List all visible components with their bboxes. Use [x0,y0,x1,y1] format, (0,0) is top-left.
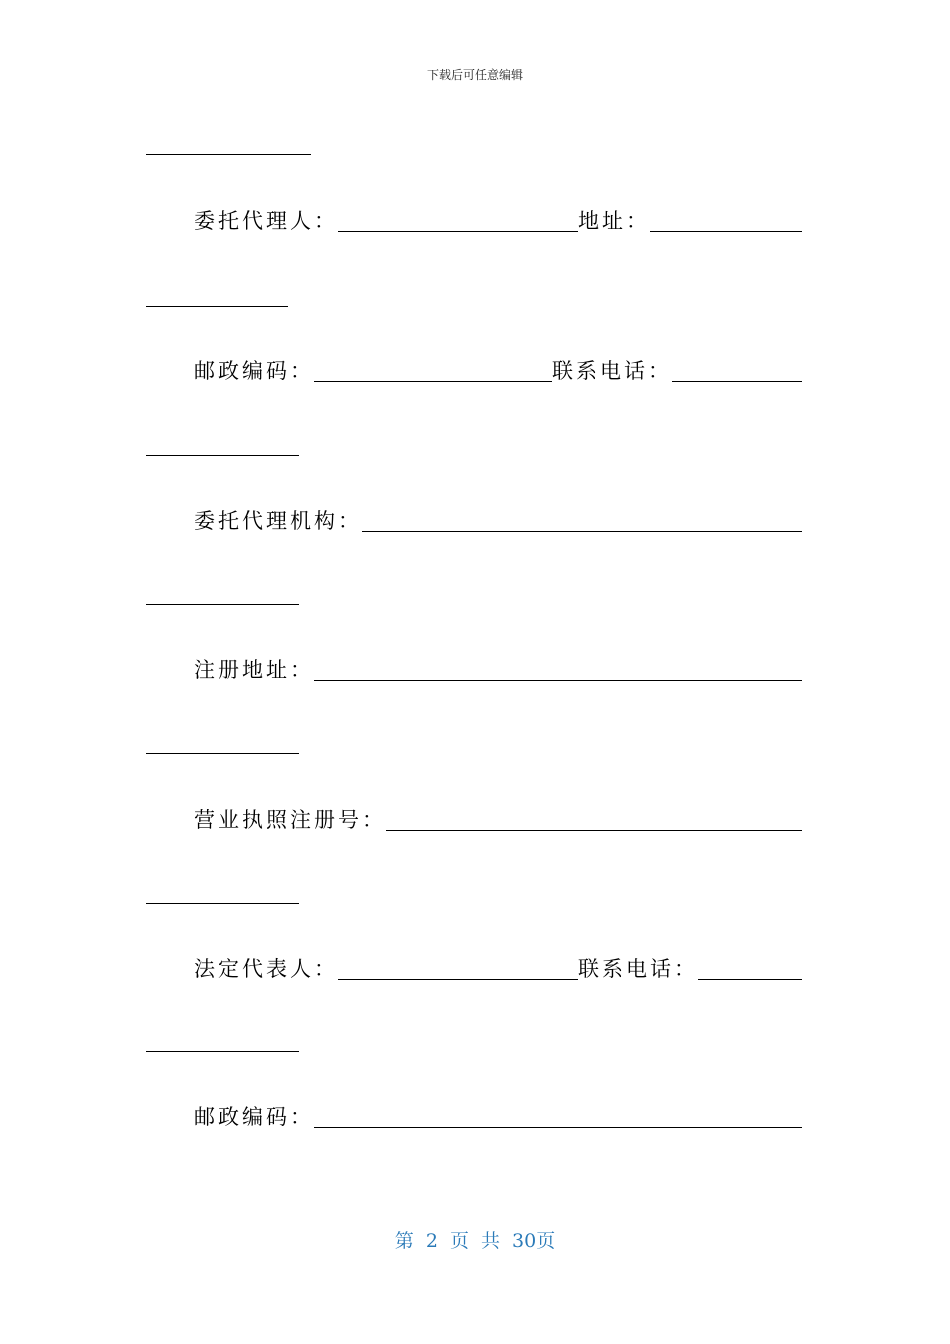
postcode2-label: 邮政编码： [194,1105,314,1129]
agent-row [194,204,802,234]
reg-address-blank[interactable] [314,680,802,681]
phone-blank-continuation[interactable] [146,455,299,456]
postcode-blank[interactable] [314,381,552,382]
license-blank[interactable] [386,830,802,831]
address-label: 地址： [578,209,650,233]
agent-blank[interactable] [338,231,578,232]
agency-row [194,504,802,534]
postcode2-row [194,1100,802,1130]
legal-rep-row [194,952,802,982]
page-header: 下载后可任意编辑 [426,68,523,82]
license-label: 营业执照注册号： [194,808,386,832]
license-row [194,803,802,833]
agency-label: 委托代理机构： [194,509,362,533]
address-blank[interactable] [650,231,802,232]
license-blank-continuation[interactable] [146,903,299,904]
postcode-label: 邮政编码： [194,359,314,383]
reg-address-blank-continuation[interactable] [146,753,299,754]
legal-rep-blank[interactable] [338,979,578,980]
address-blank-continuation[interactable] [146,306,288,307]
phone-blank[interactable] [672,381,802,382]
page-number-footer: 第 2 页 共 30页 [394,1230,556,1252]
continuation-blank-line [146,154,311,155]
phone2-label: 联系电话： [578,957,698,981]
agency-blank[interactable] [362,531,802,532]
phone2-blank[interactable] [698,979,802,980]
phone2-blank-continuation[interactable] [146,1051,299,1052]
reg-address-label: 注册地址： [194,658,314,682]
postcode-row [194,354,802,384]
postcode2-blank[interactable] [314,1127,802,1128]
phone-label: 联系电话： [552,359,672,383]
legal-rep-label: 法定代表人： [194,957,338,981]
agency-blank-continuation[interactable] [146,604,299,605]
agent-label: 委托代理人： [194,209,338,233]
reg-address-row [194,653,802,683]
